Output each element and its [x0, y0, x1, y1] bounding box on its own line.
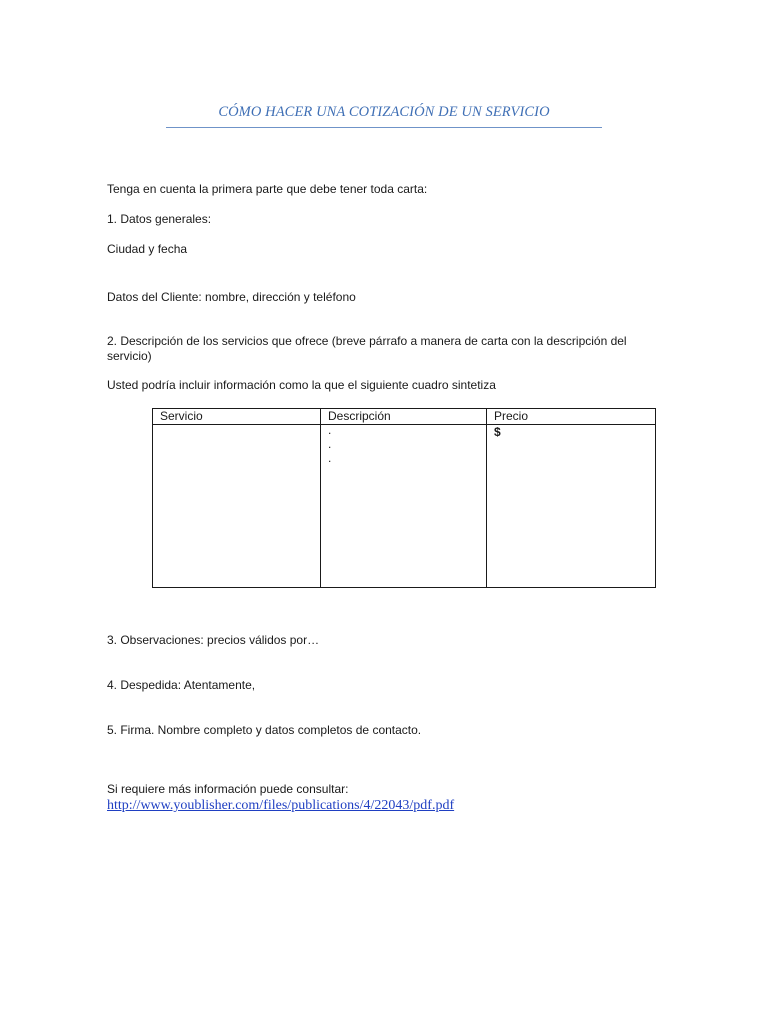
section-3-text: 3. Observaciones: precios válidos por… [107, 633, 320, 647]
description-bullet: . [328, 437, 332, 451]
table-header-row [153, 409, 656, 425]
client-data-text: Datos del Cliente: nombre, dirección y teléfono [107, 290, 356, 304]
table-intro-text: Usted podría incluir información como la que el siguiente cuadro sintetiza [107, 378, 496, 392]
more-info-text: Si requiere más información puede consultar: [107, 782, 349, 796]
header-servicio: Servicio [153, 409, 321, 425]
section-4-text: 4. Despedida: Atentamente, [107, 678, 256, 692]
intro-text: Tenga en cuenta la primera parte que debe tener toda carta: [107, 182, 428, 196]
section-2-paragraph: 2. Descripción de los servicios que ofrece (breve párrafo a manera de carta con la descripción del servicio) [107, 334, 627, 363]
description-bullet: . [328, 451, 332, 465]
cell-descripcion [321, 425, 487, 588]
table-row [153, 425, 656, 588]
header-descripcion: Descripción [321, 409, 487, 425]
title-underline [166, 127, 602, 128]
services-table [152, 408, 656, 588]
price-symbol: $ [494, 425, 501, 439]
cell-servicio [153, 425, 321, 588]
section-1-heading: 1. Datos generales: [107, 212, 212, 226]
city-date-text: Ciudad y fecha [107, 242, 188, 256]
cell-precio [487, 425, 656, 588]
document-title: CÓMO HACER UNA COTIZACIÓN DE UN SERVICIO [218, 104, 550, 120]
header-precio: Precio [487, 409, 656, 425]
description-bullet: . [328, 423, 332, 437]
section-5-text: 5. Firma. Nombre completo y datos completos de contacto. [107, 723, 422, 737]
youblisher-link[interactable]: http://www.youblisher.com/files/publications/4/22043/pdf.pdf [107, 798, 455, 813]
